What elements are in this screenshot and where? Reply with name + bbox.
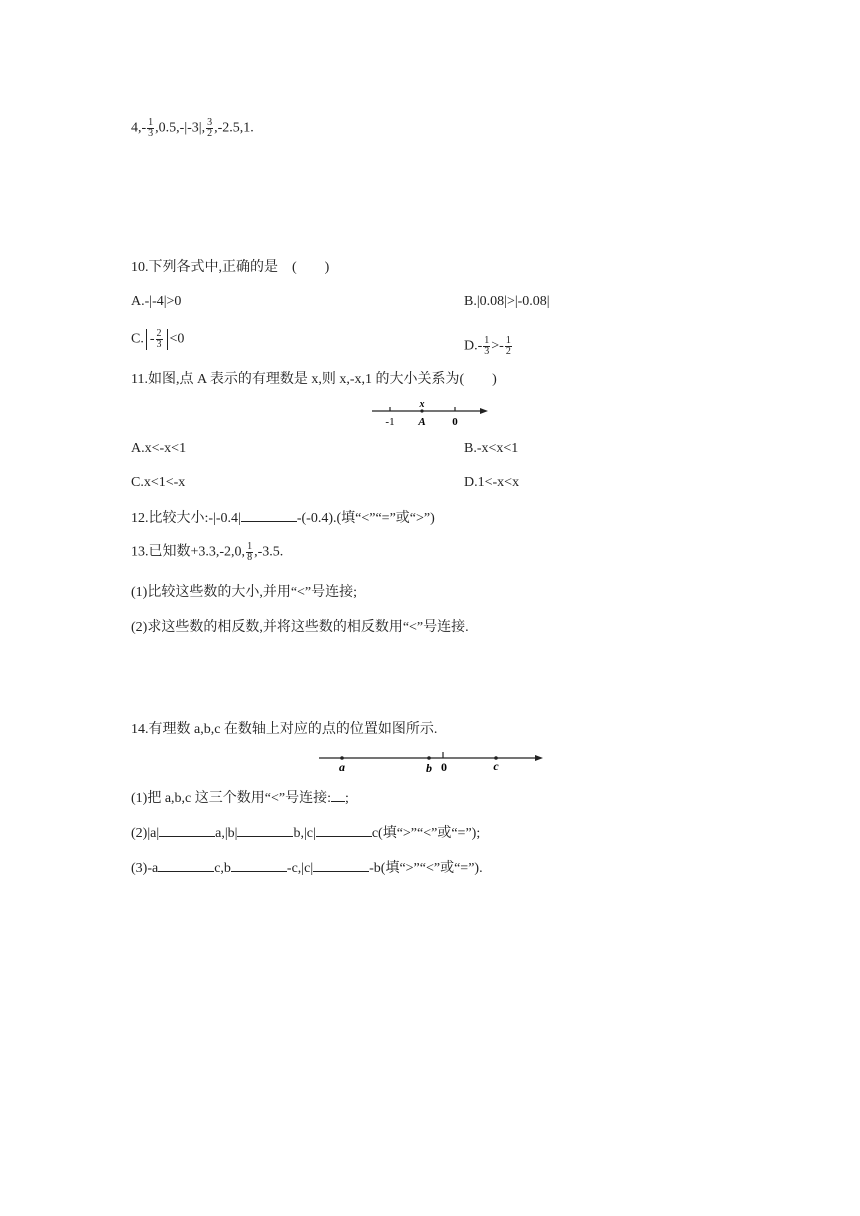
fraction <box>505 336 512 357</box>
absolute-value <box>146 329 168 350</box>
text: ; <box>344 791 349 806</box>
denominator: 3 <box>148 128 154 139</box>
text: ,0.5,-|-3|, <box>155 120 206 136</box>
text: b,|c| <box>293 826 316 841</box>
point-c-label: c <box>493 759 499 773</box>
point-var-label: x <box>419 399 425 410</box>
fraction <box>156 329 163 350</box>
answer-blank[interactable] <box>231 857 287 872</box>
q11-option-d: D.1<-x<x <box>464 475 520 490</box>
denominator: 2 <box>505 346 511 357</box>
zero-label: 0 <box>452 416 458 428</box>
q14-part3 <box>131 857 483 878</box>
fraction <box>147 118 154 139</box>
answer-blank[interactable] <box>241 507 297 522</box>
q11-stem: 11.如图,点 A 表示的有理数是 x,则 x,-x,1 的大小关系为( ) <box>131 372 497 387</box>
q11-option-b: B.-x<x<1 <box>464 441 519 456</box>
denominator: 3 <box>156 339 162 350</box>
q14-part2 <box>131 822 480 843</box>
text: >- <box>491 338 504 354</box>
numerator: 3 <box>207 117 213 128</box>
q10-option-d <box>464 336 513 357</box>
q10-option-c <box>131 329 184 350</box>
q9-number-list <box>131 118 254 139</box>
text: 13.已知数+3.3,-2,0, <box>131 544 246 560</box>
q13-part1: (1)比较这些数的大小,并用“<”号连接; <box>131 585 358 600</box>
text: 12.比较大小:-|-0.4| <box>131 511 241 526</box>
numerator: 2 <box>156 328 162 339</box>
answer-blank[interactable] <box>313 857 369 872</box>
q14-number-line <box>315 748 547 776</box>
fraction <box>206 118 213 139</box>
numerator: 1 <box>505 335 511 346</box>
text: D.- <box>464 338 483 354</box>
q10-option-b: B.|0.08|>|-0.08| <box>464 294 550 309</box>
text: <0 <box>169 331 185 347</box>
text: (1)把 a,b,c 这三个数用“<”号连接: <box>131 791 331 806</box>
text: -c,|c| <box>286 861 314 876</box>
fraction <box>246 542 253 563</box>
point-b-label: b <box>426 761 432 775</box>
numerator: 1 <box>148 117 154 128</box>
q14-part1 <box>131 787 349 808</box>
q12 <box>131 507 435 528</box>
numerator: 1 <box>247 541 253 552</box>
text: -(-0.4).(填“<”“=”或“>”) <box>296 511 435 526</box>
q11-option-c: C.x<1<-x <box>131 475 186 490</box>
text: ,-3.5. <box>254 544 284 560</box>
point-a-label: A <box>418 416 426 428</box>
q13-stem <box>131 542 283 563</box>
text: (2)|a| <box>131 826 160 841</box>
text: -b(填“>”“<”或“=”). <box>369 861 483 876</box>
q13-part2: (2)求这些数的相反数,并将这些数的相反数用“<”号连接. <box>131 620 469 635</box>
answer-blank[interactable] <box>158 857 214 872</box>
text: - <box>149 331 155 347</box>
q11-option-a: A.x<-x<1 <box>131 441 187 456</box>
numerator: 1 <box>484 335 490 346</box>
text: c,b <box>214 861 231 876</box>
q14-stem: 14.有理数 a,b,c 在数轴上对应的点的位置如图所示. <box>131 722 438 737</box>
denominator: 2 <box>207 128 213 139</box>
text: c(填“>”“<”或“=”); <box>371 826 481 841</box>
text: 4,- <box>131 120 147 136</box>
text: C. <box>131 331 144 347</box>
answer-blank[interactable] <box>237 822 293 837</box>
q11-number-line <box>368 396 492 430</box>
point-a-label: a <box>339 760 345 774</box>
text: ,-2.5,1. <box>214 120 254 136</box>
text: a,|b| <box>215 826 238 841</box>
denominator: 3 <box>484 346 490 357</box>
text: (3)-a <box>131 861 159 876</box>
q10-option-a: A.-|-4|>0 <box>131 294 182 309</box>
answer-blank[interactable] <box>316 822 372 837</box>
neg-one-label: -1 <box>385 416 395 428</box>
denominator: 8 <box>247 552 253 563</box>
answer-blank[interactable] <box>159 822 215 837</box>
fraction <box>483 336 490 357</box>
answer-blank[interactable] <box>331 787 345 802</box>
q10-stem: 10.下列各式中,正确的是 ( ) <box>131 260 330 275</box>
zero-label: 0 <box>441 760 447 774</box>
